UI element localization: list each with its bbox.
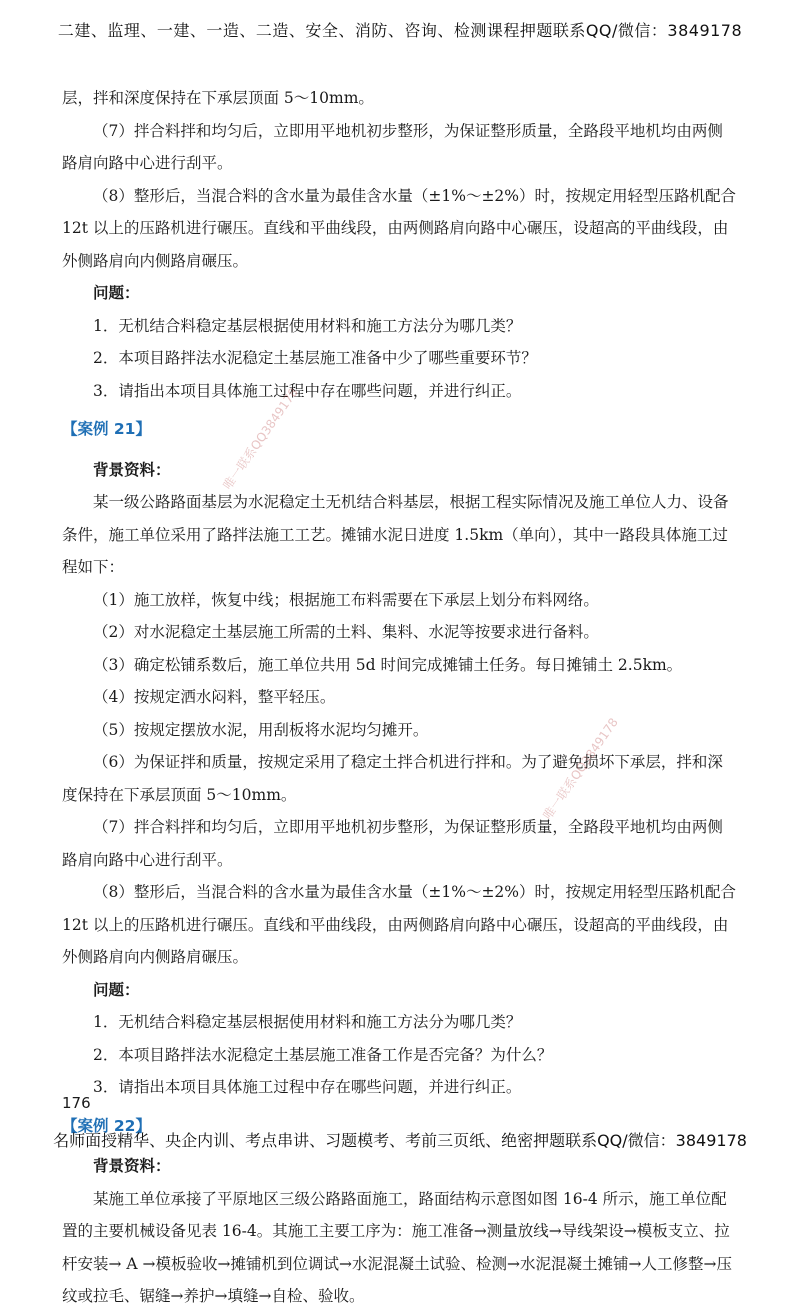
paragraph: （8）整形后，当混合料的含水量为最佳含水量（±1%～±2%）时，按规定用轻型压路机配合 12t 以上的压路机进行碾压。直线和平曲线段，由两侧路肩向路中心碾压，设超高的平曲线段，由外侧路肩向内侧路肩碾压。 xyxy=(62,186,737,270)
case-21-title: 【案例 21】 xyxy=(62,420,151,438)
question-item: 2．本项目路拌法水泥稳定土基层施工准备工作是否完备？为什么？ xyxy=(93,1045,553,1064)
paragraph: （2）对水泥稳定土基层施工所需的土料、集料、水泥等按要求进行备料。 xyxy=(93,623,599,641)
question-item: 1．无机结合料稳定基层根据使用材料和施工方法分为哪几类？ xyxy=(93,316,522,335)
watermark: 唯一联系QQ3849178 xyxy=(220,385,301,493)
paragraph: （4）按规定洒水闷料，整平轻压。 xyxy=(93,688,336,706)
paragraph: （7）拌合料拌和均匀后，立即用平地机初步整形，为保证整形质量，全路段平地机均由两侧路肩向路中心进行刮平。 xyxy=(62,818,723,869)
question-item: 3．请指出本项目具体施工过程中存在哪些问题，并进行纠正。 xyxy=(93,381,522,400)
page-number: 176 xyxy=(62,1094,91,1112)
paragraph: 某一级公路路面基层为水泥稳定土无机结合料基层，根据工程实际情况及施工单位人力、设备条件，施工单位采用了路拌法施工工艺。摊铺水泥日进度 1.5km（单向），其中一路段具体施工过程如下： xyxy=(62,493,729,576)
case-22-title: 【案例 22】 xyxy=(62,1116,151,1135)
paragraph: （3）确定松铺系数后，施工单位共用 5d 时间完成摊铺土任务。每日摊铺土 2.5km。 xyxy=(93,655,683,674)
paragraph: 层，拌和深度保持在下承层顶面 5～10mm。 xyxy=(62,89,374,107)
watermark: 唯一联系QQ3849178 xyxy=(540,715,621,823)
question-item: 3．请指出本项目具体施工过程中存在哪些问题，并进行纠正。 xyxy=(93,1078,522,1096)
question-title: 问题： xyxy=(93,283,140,302)
paragraph: （1）施工放样，恢复中线；根据施工布料需要在下承层上划分布料网络。 xyxy=(93,590,599,609)
paragraph: （5）按规定摆放水泥，用刮板将水泥均匀摊开。 xyxy=(93,720,429,739)
question-item: 1．无机结合料稳定基层根据使用材料和施工方法分为哪几类？ xyxy=(93,1013,522,1031)
question-item: 2．本项目路拌法水泥稳定土基层施工准备中少了哪些重要环节？ xyxy=(93,349,537,367)
background-title: 背景资料： xyxy=(93,1156,171,1175)
page-header: 二建、监理、一建、一造、二造、安全、消防、咨询、检测课程押题联系QQ/微信：3849178 xyxy=(57,21,743,40)
paragraph: 某施工单位承接了平原地区三级公路路面施工，路面结构示意图如图 16-4 所示，施工单位配置的主要机械设备见表 16-4。其施工主要工序为：施工准备→测量放线→导线架设→模板支立、拉杆安装→ A →模板验收→摊铺机到位调试→水泥混凝土试验、检测→水泥混凝土摊铺→人工修整→压纹或拉毛、锯缝→养护→填缝→自检、验收。 xyxy=(62,1189,732,1305)
paragraph: （8）整形后，当混合料的含水量为最佳含水量（±1%～±2%）时，按规定用轻型压路机配合 12t 以上的压路机进行碾压。直线和平曲线段，由两侧路肩向路中心碾压，设超高的平曲线段，由外侧路肩向内侧路肩碾压。 xyxy=(62,883,737,966)
paragraph: （7）拌合料拌和均匀后，立即用平地机初步整形，为保证整形质量，全路段平地机均由两侧路肩向路中心进行刮平。 xyxy=(62,121,723,172)
paragraph: （6）为保证拌和质量，按规定采用了稳定土拌合机进行拌和。为了避免损坏下承层，拌和深度保持在下承层顶面 5～10mm。 xyxy=(62,753,723,804)
background-title: 背景资料： xyxy=(93,459,171,479)
page-footer: 名师面授精华、央企内训、考点串讲、习题模考、考前三页纸、绝密押题联系QQ/微信：3849178 xyxy=(53,1131,747,1150)
question-title: 问题： xyxy=(93,979,140,999)
